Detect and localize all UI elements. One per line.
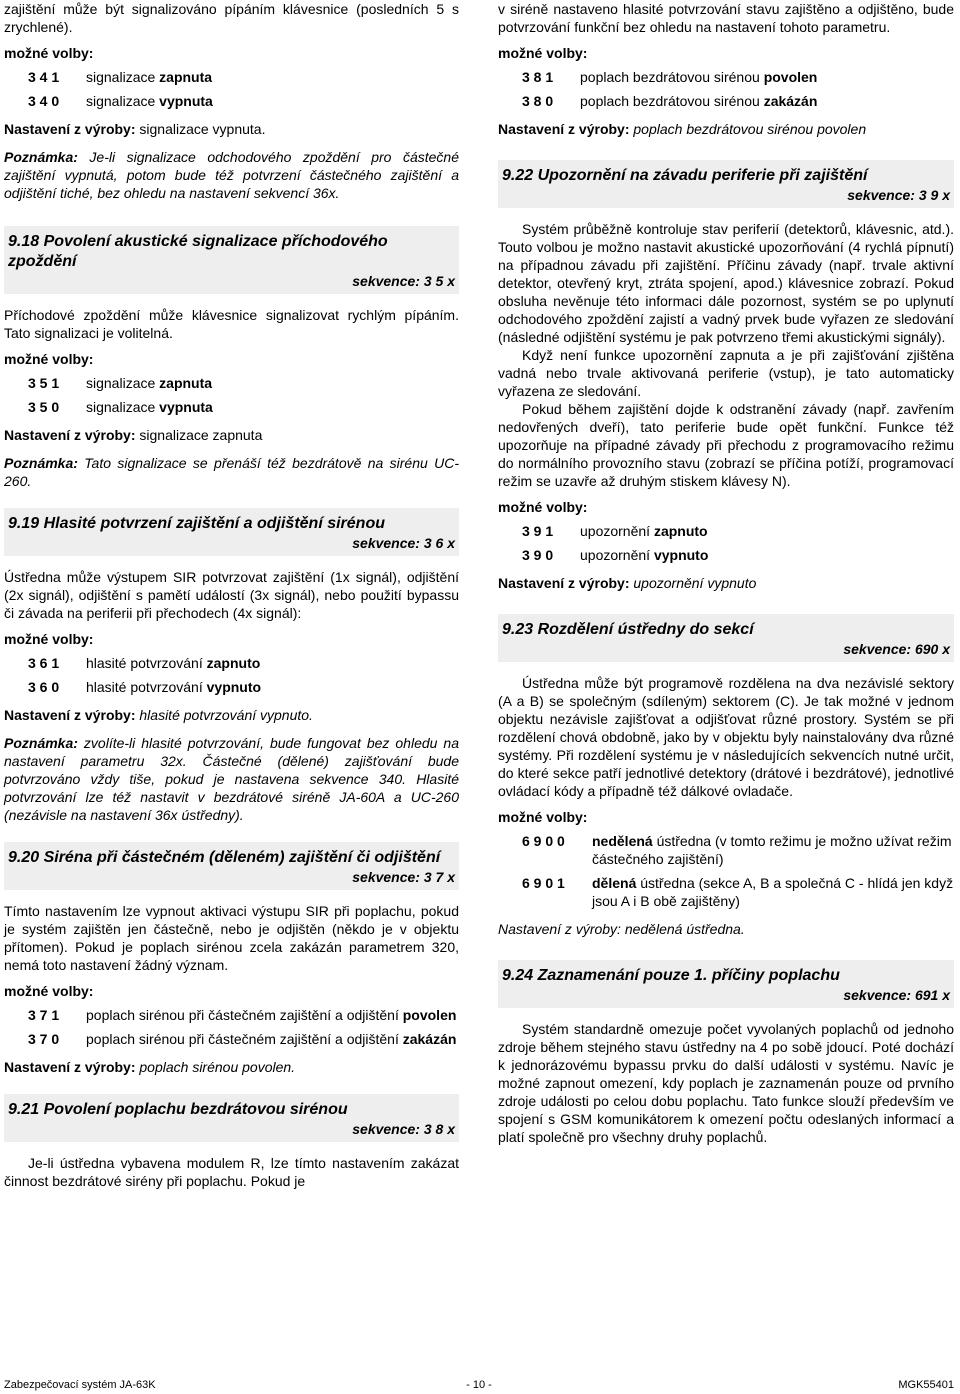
option-380: 3 8 0 poplach bezdrátovou sirénou zakázán	[522, 93, 818, 109]
factory-setting: Nastavení z výroby: poplach sirénou povolen.	[4, 1059, 296, 1075]
options-heading: možné volby:	[4, 45, 94, 61]
intro-text: zajištění může být signalizováno pípáním klávesnice (posledních 5 s zrychlené).	[4, 1, 459, 35]
sequence-label: sekvence: 3 8 x	[352, 1121, 455, 1137]
factory-setting: Nastavení z výroby: hlasité potvrzování vypnuto.	[4, 707, 313, 723]
intro-text: v siréně nastaveno hlasité potvrzování stavu zajištěno a odjištěno, bude potvrzování funkční bez ohledu na nastavení tohoto parametru.	[498, 1, 954, 35]
option-381: 3 8 1 poplach bezdrátovou sirénou povolen	[522, 69, 818, 85]
section-heading-9-18: 9.18 Povolení akustické signalizace příchodového zpoždění sekvence: 3 5 x	[4, 226, 459, 294]
sequence-label: sekvence: 3 5 x	[352, 273, 455, 289]
section-heading-9-23: 9.23 Rozdělení ústředny do sekcí sekvence: 690 x	[498, 614, 954, 662]
section-heading-9-20: 9.20 Siréna při částečném (děleném) zajištění či odjištění sekvence: 3 7 x	[4, 842, 459, 890]
section-body: Tímto nastavením lze vypnout aktivaci výstupu SIR při poplachu, pokud je systém zajištěn jen částečně, nebo je odjištěn (někdo je v objektu přítomen). Pokud je poplach sirénou zcela zakázán parametrem 320, nemá toto nastavení žádný význam.	[4, 903, 459, 973]
sequence-label: sekvence: 690 x	[843, 641, 950, 657]
left-column	[4, 0, 459, 1190]
section-body: Příchodové zpoždění může klávesnice signalizovat rychlým pípáním. Tato signalizaci je volitelná.	[4, 307, 459, 341]
note: Poznámka: Je-li signalizace odchodového zpoždění pro částečné zajištění vypnutá, potom bude též potvrzení částečného zajištění a odjištění tiché, bez ohledu na nastavení sekvencí 36x.	[4, 149, 459, 201]
section-heading-9-24: 9.24 Zaznamenání pouze 1. příčiny poplachu sekvence: 691 x	[498, 960, 954, 1008]
footer-product: Zabezpečovací systém JA-63K	[4, 1379, 156, 1391]
section-body: Systém standardně omezuje počet vyvolaných poplachů od jednoho zdroje během stejného stavu ústředny na 4 po sobě jdoucí. Poté dochází k jednorázovému bypassu prvku do další události v systému. Navíc je možné zapnout omezení, kdy poplach je zaznamenán pouze od prvního zdroje události po celou dobu poplachu. Tato funkce slouží především ve spojení s GSM komunikátorem k omezení počtu odeslaných informací a platí společně pro všechny druhy poplachů.	[498, 1021, 954, 1145]
section-body: Pokud během zajištění dojde k odstranění závady (např. zavřením nedovřených dveří), tato periferie bude opět funkční. Funkce též upozorňuje na případné závady při přechodu z programovacího režimu do normálního provozního stavu (zobrazí se příčina potíží, programovací režim se uzavře až druhým stiskem klávesy N).	[498, 401, 954, 489]
factory-setting: Nastavení z výroby: upozornění vypnuto	[498, 575, 757, 591]
option-6900: 6 9 0 0 nedělená ústředna (v tomto režimu je možno užívat režim částečného zajištění)	[522, 833, 952, 867]
right-column	[498, 0, 954, 1146]
option-390: 3 9 0 upozornění vypnuto	[522, 547, 709, 563]
option-6901: 6 9 0 1 dělená ústředna (sekce A, B a společná C - hlídá jen když jsou A i B obě zajištěny)	[522, 875, 954, 909]
note: Poznámka: zvolíte-li hlasité potvrzování, bude fungovat bez ohledu na nastavení parametru 32x. Částečné (dělené) zajišťování bude potvrzováno vždy tiše, pokud je nastavena sekvence 340. Hlasité potvrzování lze též nastavit v bezdrátové siréně JA-60A a UC-260 (nezávisle na nastavení 36x ústředny).	[4, 735, 459, 823]
sequence-label: sekvence: 3 7 x	[352, 869, 455, 885]
options-heading: možné volby:	[498, 809, 588, 825]
footer-doc-code: MGK55401	[898, 1379, 954, 1391]
section-body: Ústředna může být programově rozdělena na dva nezávislé sektory (A a B) se společným (sdíleným) sektorem (C). Je tak možné v jednom objektu nezávisle zajišťovat a odjišťovat různé prostory. Systém se při rozdělení chová obdobně, jako by v objektu byly nainstalovány dva různé systémy. Při rozdělení systému je v následujících sekvencích nutné určit, do které sekce patří jednotlivé detektory (drátové i bezdrátové), jednotlivé ovládací kódy a případně též dálkové ovladače.	[498, 675, 954, 799]
section-heading-9-19: 9.19 Hlasité potvrzení zajištění a odjištění sirénou sekvence: 3 6 x	[4, 508, 459, 556]
section-body: Systém průběžně kontroluje stav periferií (detektorů, klávesnic, atd.). Touto volbou je možno nastavit akustické upozorňování (4 rychlá pípnutí) na případnou závadu při zajištění. Příčinu závady (např. trvale aktivní detektor, otevřený kryt, ztráta spojení, apod.) klávesnice zobrazí. Pokud obsluha nevěnuje této informaci dále pozornost, systém se po uplynutí odchodového zpoždění zajistí a vadný prvek bude vyřazen ze sledování (následné odjištění systému je pak potvrzeno třemi akustickými signály).	[498, 221, 954, 345]
section-heading-9-21: 9.21 Povolení poplachu bezdrátovou sirénou sekvence: 3 8 x	[4, 1094, 459, 1142]
options-heading: možné volby:	[4, 351, 94, 367]
options-heading: možné volby:	[4, 983, 94, 999]
sequence-label: sekvence: 3 9 x	[847, 187, 950, 203]
option-351: 3 5 1 signalizace zapnuta	[28, 375, 213, 391]
section-body: Je-li ústředna vybavena modulem R, lze tímto nastavením zakázat činnost bezdrátové sirény při poplachu. Pokud je	[4, 1155, 459, 1189]
option-350: 3 5 0 signalizace vypnuta	[28, 399, 213, 415]
factory-setting: Nastavení z výroby: poplach bezdrátovou sirénou povolen	[498, 121, 867, 137]
page-number: - 10 -	[466, 1379, 492, 1391]
option-361: 3 6 1 hlasité potvrzování zapnuto	[28, 655, 261, 671]
section-heading-9-22: 9.22 Upozornění na závadu periferie při zajištění sekvence: 3 9 x	[498, 160, 954, 208]
option-360: 3 6 0 hlasité potvrzování vypnuto	[28, 679, 262, 695]
sequence-label: sekvence: 3 6 x	[352, 535, 455, 551]
option-341: 3 4 1 signalizace zapnuta	[28, 69, 213, 85]
option-371: 3 7 1 poplach sirénou při částečném zajištění a odjištění povolen	[28, 1007, 457, 1023]
sequence-label: sekvence: 691 x	[843, 987, 950, 1003]
section-body: Když není funkce upozornění zapnuta a je při zajišťování zjištěna vadná nebo trvale aktivovaná periferie (vstup), je tato automaticky vyřazena ze sledování.	[498, 347, 954, 399]
factory-setting: Nastavení z výroby: nedělená ústředna.	[498, 921, 745, 937]
factory-setting: Nastavení z výroby: signalizace zapnuta	[4, 427, 263, 443]
factory-setting: Nastavení z výroby: signalizace vypnuta.	[4, 121, 266, 137]
section-body: Ústředna může výstupem SIR potvrzovat zajištění (1x signál), odjištění (2x signál), odjištění s pamětí událostí (3x signál), nebo použití bypassu či závada na periferii při přechodech (4x signál):	[4, 569, 459, 621]
options-heading: možné volby:	[498, 499, 588, 515]
option-370: 3 7 0 poplach sirénou při částečném zajištění a odjištění zakázán	[28, 1031, 457, 1047]
note: Poznámka: Tato signalizace se přenáší též bezdrátově na sirénu UC-260.	[4, 455, 459, 489]
option-340: 3 4 0 signalizace vypnuta	[28, 93, 213, 109]
options-heading: možné volby:	[4, 631, 94, 647]
options-heading: možné volby:	[498, 45, 588, 61]
option-391: 3 9 1 upozornění zapnuto	[522, 523, 708, 539]
